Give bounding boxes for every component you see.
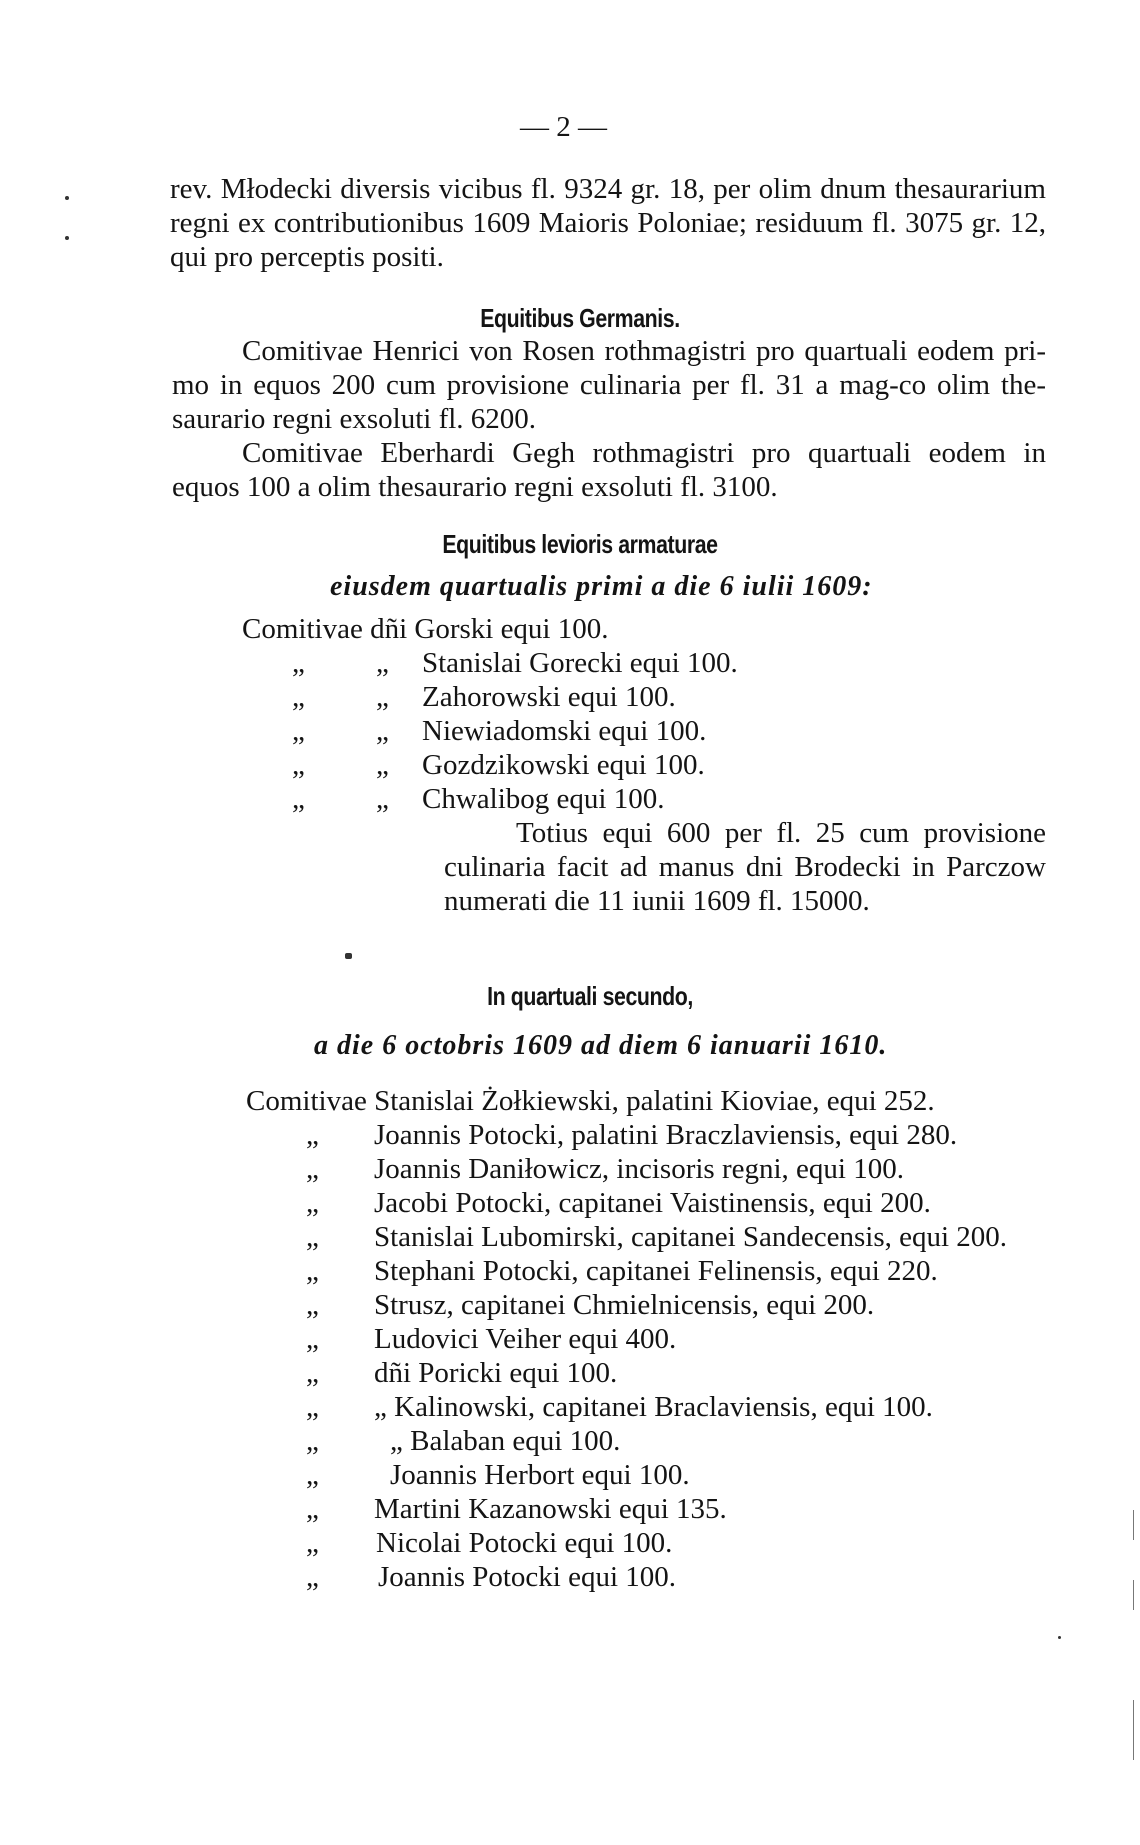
ditto-mark: „ <box>376 681 389 713</box>
list-item-text: Stanislai Lubomirski, capitanei Sandecensis, equi 200. <box>374 1221 1008 1253</box>
heading-levioris: Equitibus levioris armaturae <box>442 529 718 559</box>
edge-rule <box>1133 1700 1134 1760</box>
ditto-mark: „ <box>306 1255 319 1287</box>
ditto-mark: „ <box>376 783 389 815</box>
list-item-text: Strusz, capitanei Chmielnicensis, equi 200. <box>374 1289 875 1321</box>
edge-rule <box>1133 1580 1134 1610</box>
list-item-text: Jacobi Potocki, capitanei Vaistinensis, equi 200. <box>374 1187 931 1219</box>
ditto-mark: „ <box>292 647 305 679</box>
list-item-text: Ludovici Veiher equi 400. <box>374 1323 677 1355</box>
list-item-text: Gozdzikowski equi 100. <box>422 749 705 781</box>
germanis-p2-line-2: equos 100 a olim thesaurario regni exsoluti fl. 3100. <box>172 471 778 503</box>
page-number: — 2 — <box>520 111 607 143</box>
list-item-text: Joannis Daniłowicz, incisoris regni, equi 100. <box>374 1153 904 1185</box>
list-item-text: Martini Kazanowski equi 135. <box>374 1493 727 1525</box>
subheading-secundo: a die 6 octobris 1609 ad diem 6 ianuarii 1610. <box>314 1030 888 1061</box>
ditto-mark: „ <box>376 715 389 747</box>
ditto-mark: „ <box>292 681 305 713</box>
stray-mark <box>65 196 69 200</box>
intro-line-2: regni ex contributionibus 1609 Maioris Poloniae; residuum fl. 3075 gr. 12, <box>170 207 1046 239</box>
subheading-levioris: eiusdem quartualis primi a die 6 iulii 1609: <box>330 571 873 602</box>
germanis-p1-line-2: mo in equos 200 cum provisione culinaria per fl. 31 a mag-co olim the- <box>172 369 1046 401</box>
ditto-mark: „ <box>376 647 389 679</box>
germanis-p2-line-1: Comitivae Eberhardi Gegh rothmagistri pro quartuali eodem in <box>242 437 1046 469</box>
ditto-mark: „ <box>376 749 389 781</box>
ditto-mark: „ <box>306 1221 319 1253</box>
heading-germanis: Equitibus Germanis. <box>480 303 680 333</box>
list-item-text: „ Kalinowski, capitanei Braclaviensis, equi 100. <box>374 1391 933 1423</box>
ditto-mark: „ <box>306 1425 319 1457</box>
list-item-text: Joannis Herbort equi 100. <box>390 1459 690 1491</box>
ditto-mark: „ <box>292 783 305 815</box>
ditto-mark: „ <box>306 1187 319 1219</box>
secundo-first-line: Comitivae Stanislai Żołkiewski, palatini Kioviae, equi 252. <box>246 1085 935 1117</box>
stray-mark <box>65 236 69 240</box>
heading-secundo: In quartuali secundo, <box>487 981 693 1011</box>
list-item-text: Joannis Potocki equi 100. <box>378 1561 677 1593</box>
list-item-text: Stephani Potocki, capitanei Felinensis, equi 220. <box>374 1255 938 1287</box>
list-item-text: Nicolai Potocki equi 100. <box>376 1527 673 1559</box>
intro-line-3: qui pro perceptis positi. <box>170 241 444 273</box>
list-item-text: Joannis Potocki, palatini Braczlaviensis, equi 280. <box>374 1119 958 1151</box>
list-item-text: Zahorowski equi 100. <box>422 681 676 713</box>
levioris-first-line: Comitivae dñi Gorski equi 100. <box>242 613 609 645</box>
ditto-mark: „ <box>306 1459 319 1491</box>
ditto-mark: „ <box>306 1357 319 1389</box>
germanis-p1-line-3: saurario regni exsoluti fl. 6200. <box>172 403 537 435</box>
edge-rule <box>1133 1510 1134 1540</box>
ditto-mark: „ <box>306 1561 319 1593</box>
ditto-mark: „ <box>306 1119 319 1151</box>
germanis-p1-line-1: Comitivae Henrici von Rosen rothmagistri pro quartuali eodem pri- <box>242 335 1046 367</box>
ditto-mark: „ <box>306 1289 319 1321</box>
stray-mark <box>345 953 352 959</box>
levioris-total-line-3: numerati die 11 iunii 1609 fl. 15000. <box>444 885 870 917</box>
ditto-mark: „ <box>306 1493 319 1525</box>
ditto-mark: „ <box>292 715 305 747</box>
stray-mark <box>1058 1636 1061 1639</box>
ditto-mark: „ <box>292 749 305 781</box>
ditto-mark: „ <box>306 1323 319 1355</box>
levioris-total-line-2: culinaria facit ad manus dni Brodecki in Parczow <box>444 851 1046 883</box>
list-item-text: dñi Poricki equi 100. <box>374 1357 618 1389</box>
list-item-text: Niewiadomski equi 100. <box>422 715 707 747</box>
ditto-mark: „ <box>306 1527 319 1559</box>
list-item-text: Stanislai Gorecki equi 100. <box>422 647 738 679</box>
intro-line-1: rev. Młodecki diversis vicibus fl. 9324 gr. 18, per olim dnum thesaurarium <box>170 173 1046 205</box>
levioris-total-line-1: Totius equi 600 per fl. 25 cum provisione <box>516 817 1046 849</box>
list-item-text: „ Balaban equi 100. <box>390 1425 621 1457</box>
ditto-mark: „ <box>306 1153 319 1185</box>
ditto-mark: „ <box>306 1391 319 1423</box>
list-item-text: Chwalibog equi 100. <box>422 783 665 815</box>
